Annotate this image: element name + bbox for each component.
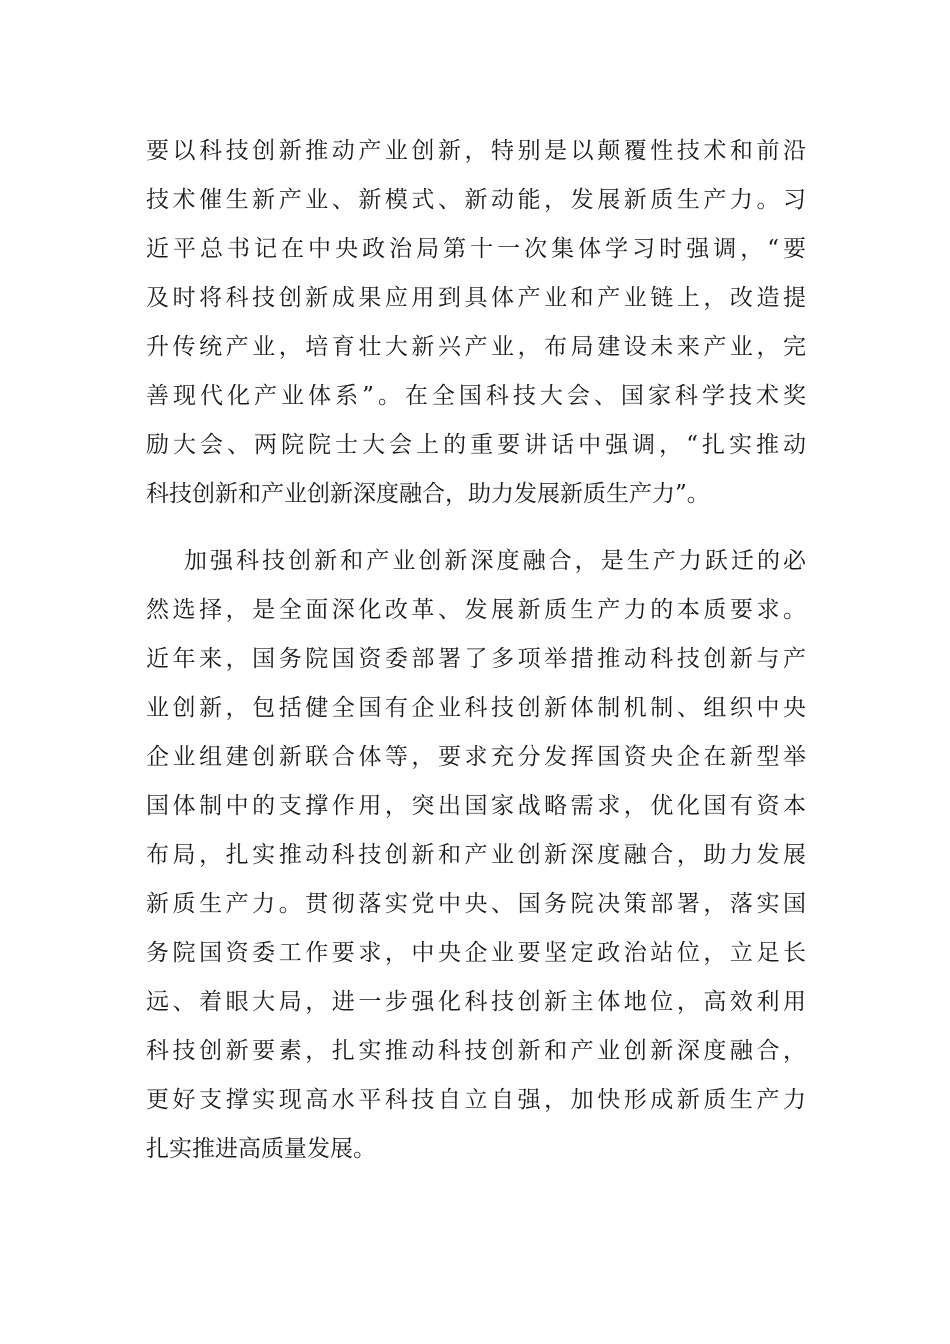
paragraph-line: 近平总书记在中央政治局第十一次集体学习时强调，“要 bbox=[146, 236, 806, 262]
paragraph-line: 然选择，是全面深化改革、发展新质生产力的本质要求。 bbox=[146, 597, 806, 623]
paragraph-line: 加强科技创新和产业创新深度融合，是生产力跃迁的必 bbox=[184, 548, 806, 574]
paragraph-line: 业创新，包括健全国有企业科技创新体制机制、组织中央 bbox=[146, 695, 806, 721]
paragraph-line: 扎实推进高质量发展。 bbox=[146, 1136, 376, 1162]
paragraph-line: 新质生产力。贯彻落实党中央、国务院决策部署，落实国 bbox=[146, 891, 806, 917]
paragraph-line: 科技创新和产业创新深度融合，助力发展新质生产力”。 bbox=[146, 481, 710, 507]
paragraph-line: 要以科技创新推动产业创新，特别是以颠覆性技术和前沿 bbox=[146, 138, 806, 164]
paragraph-line: 企业组建创新联合体等，要求充分发挥国资央企在新型举 bbox=[146, 744, 806, 770]
paragraph-line: 善现代化产业体系”。在全国科技大会、国家科学技术奖 bbox=[146, 383, 806, 409]
paragraph-line: 励大会、两院院士大会上的重要讲话中强调，“扎实推动 bbox=[146, 432, 806, 458]
paragraph-line: 布局，扎实推动科技创新和产业创新深度融合，助力发展 bbox=[146, 842, 806, 868]
paragraph-line: 及时将科技创新成果应用到具体产业和产业链上，改造提 bbox=[146, 285, 806, 311]
paragraph-line: 务院国资委工作要求，中央企业要坚定政治站位，立足长 bbox=[146, 940, 806, 966]
paragraph-line: 近年来，国务院国资委部署了多项举措推动科技创新与产 bbox=[146, 646, 806, 672]
paragraph-1 bbox=[146, 127, 806, 519]
paragraph-line: 升传统产业，培育壮大新兴产业，布局建设未来产业，完 bbox=[146, 334, 806, 360]
paragraph-line: 更好支撑实现高水平科技自立自强，加快形成新质生产力 bbox=[146, 1087, 806, 1113]
paragraph-2 bbox=[146, 537, 806, 1174]
paragraph-line: 技术催生新产业、新模式、新动能，发展新质生产力。习 bbox=[146, 187, 806, 213]
paragraph-line: 科技创新要素，扎实推动科技创新和产业创新深度融合， bbox=[146, 1038, 806, 1064]
paragraph-line: 远、着眼大局，进一步强化科技创新主体地位，高效利用 bbox=[146, 989, 806, 1015]
paragraph-line: 国体制中的支撑作用，突出国家战略需求，优化国有资本 bbox=[146, 793, 806, 819]
